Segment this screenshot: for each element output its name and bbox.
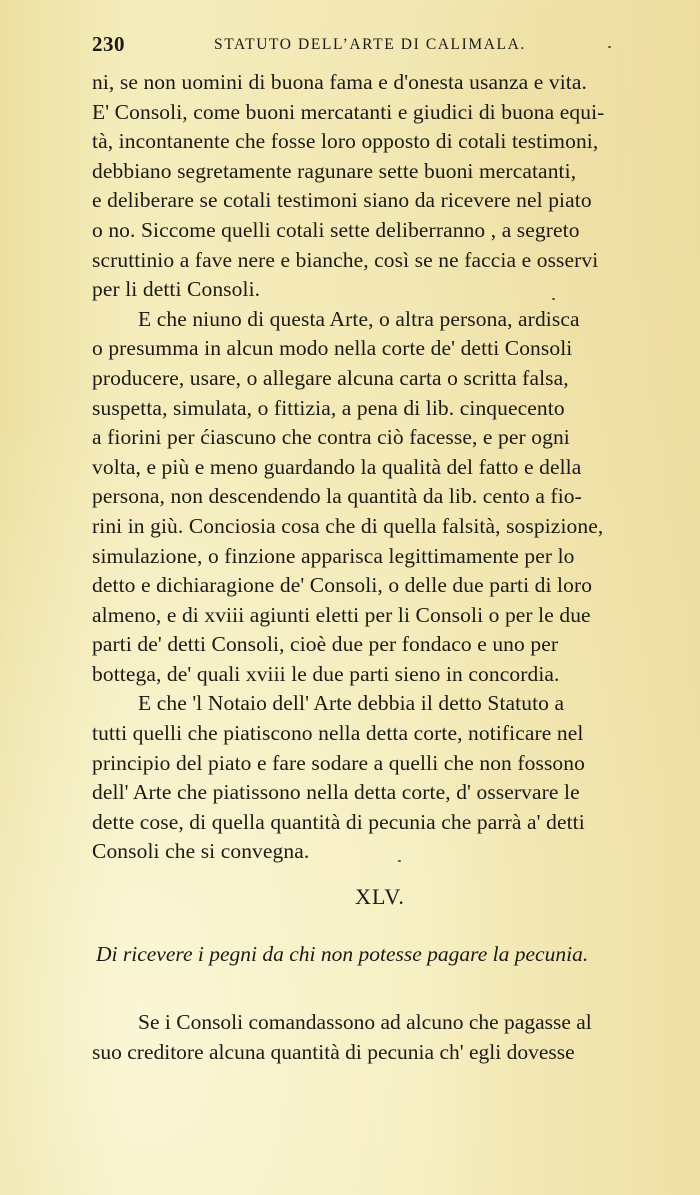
text-line: o no. Siccome quelli cotali sette deliberranno , a segreto <box>92 217 580 242</box>
text-line: scruttinio a fave nere e bianche, così se ne faccia e osservi <box>92 247 599 272</box>
running-title: STATUTO DELL’ARTE DI CALIMALA. <box>214 36 526 53</box>
text-line: bottega, de' quali xviii le due parti sieno in concordia. <box>92 661 560 686</box>
text-line: E' Consoli, come buoni mercatanti e giudici di buona equi- <box>92 99 605 124</box>
paragraph-notary <box>92 689 667 867</box>
text-line: principio del piato e fare sodare a quelli che non fossono <box>92 750 585 775</box>
body-text <box>92 68 667 867</box>
text-line: dette cose, di quella quantità di pecunia che parrà a' detti <box>92 809 585 834</box>
text-line: parti de' detti Consoli, cioè due per fondaco e uno per <box>92 632 559 657</box>
chapter-body <box>92 1008 667 1067</box>
text-line: simulazione, o finzione apparisca legittimamente per lo <box>92 543 575 568</box>
text-line: E che 'l Notaio dell' Arte debbia il detto Statuto a <box>138 691 565 716</box>
paragraph-continuation <box>92 68 667 305</box>
paragraph-false-documents <box>92 305 667 690</box>
text-line: rini in giù. Conciosia cosa che di quella falsità, sospizione, <box>92 513 604 538</box>
text-line: volta, e più e meno guardando la qualità del fatto e della <box>92 454 582 479</box>
running-head <box>92 32 667 60</box>
text-line: a fiorini per ćiascuno che contra ciò facesse, e per ogni <box>92 425 570 450</box>
text-line: E che niuno di questa Arte, o altra persona, ardisca <box>138 306 580 331</box>
text-line: debbiano segretamente ragunare sette buoni mercatanti, <box>92 158 577 183</box>
text-line: detto e dichiaragione de' Consoli, o delle due parti di loro <box>92 573 593 598</box>
chapter-title: Di ricevere i pegni da chi non potesse pagare la pecunia. <box>96 942 589 966</box>
text-line: persona, non descendendo la quantità da lib. cento a fio- <box>92 484 582 509</box>
text-line: Consoli che si convegna. <box>92 839 310 864</box>
text-line: suspetta, simulata, o fittizia, a pena di lib. cinquecento <box>92 395 565 420</box>
chapter-number: XLV. <box>355 884 405 909</box>
text-line: producere, usare, o allegare alcuna carta o scritta falsa, <box>92 365 569 390</box>
text-line: o presumma in alcun modo nella corte de' detti Consoli <box>92 336 573 361</box>
text-line: e deliberare se cotali testimoni siano da ricevere nel piato <box>92 188 592 213</box>
text-line: tutti quelli che piatiscono nella detta corte, notificare nel <box>92 721 584 746</box>
page-number: 230 <box>92 32 125 56</box>
text-line: tà, incontanente che fosse loro opposto di cotali testimoni, <box>92 129 599 154</box>
paper-speck <box>608 46 611 48</box>
text-line: Se i Consoli comandassono ad alcuno che pagasse al <box>138 1010 592 1034</box>
text-line: suo creditore alcuna quantità di pecunia ch' egli dovesse <box>92 1039 575 1064</box>
text-line: ni, se non uomini di buona fama e d'onesta usanza e vita. <box>92 70 587 94</box>
text-line: per li detti Consoli. <box>92 277 261 302</box>
text-line: almeno, e di xviii agiunti eletti per li Consoli o per le due <box>92 602 591 627</box>
text-line: dell' Arte che piatissono nella detta corte, d' osservare le <box>92 780 580 805</box>
